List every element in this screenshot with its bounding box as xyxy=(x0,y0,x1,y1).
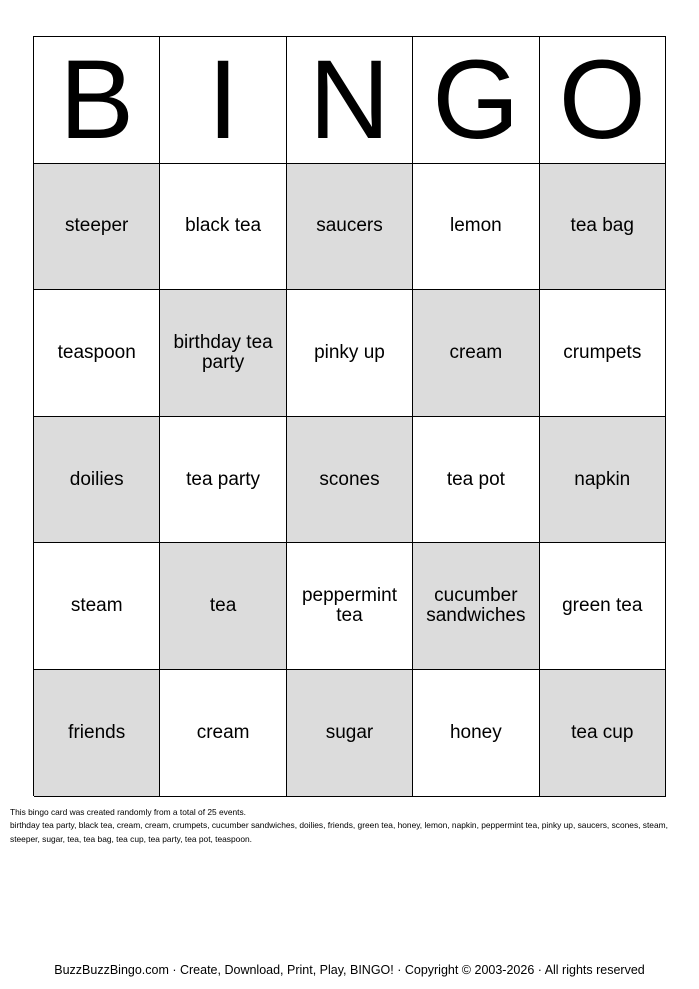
header-letter-o: O xyxy=(540,37,666,164)
bingo-square: birthday tea party xyxy=(160,290,286,417)
bingo-square: peppermint tea xyxy=(287,543,413,670)
bingo-square: tea xyxy=(160,543,286,670)
bingo-square: tea bag xyxy=(540,164,666,291)
bingo-square: tea party xyxy=(160,417,286,544)
card-row-5 xyxy=(34,670,666,797)
notes-summary: This bingo card was created randomly from a total of 25 events. xyxy=(10,807,247,817)
bingo-square: sugar xyxy=(287,670,413,797)
bingo-square: cream xyxy=(413,290,539,417)
bingo-square: scones xyxy=(287,417,413,544)
bingo-square: teaspoon xyxy=(34,290,160,417)
card-row-3 xyxy=(34,417,666,544)
bingo-square: steeper xyxy=(34,164,160,291)
notes-event-list: birthday tea party, black tea, cream, cream, crumpets, cucumber sandwiches, doilies, friends, green tea, honey, lemon, napkin, peppermint tea, pinky up, saucers, scones, steam, steeper, sugar, tea, tea bag, tea cup, tea party, tea pot, teaspoon. xyxy=(10,820,668,844)
bingo-square: doilies xyxy=(34,417,160,544)
header-letter-g: G xyxy=(413,37,539,164)
bingo-square: crumpets xyxy=(540,290,666,417)
header-row xyxy=(34,37,666,164)
bingo-card xyxy=(33,36,666,796)
page-footer: BuzzBuzzBingo.com · Create, Download, Print, Play, BINGO! · Copyright © 2003-2026 · All rights reserved xyxy=(54,963,645,977)
bingo-square: black tea xyxy=(160,164,286,291)
card-row-4 xyxy=(34,543,666,670)
bingo-square: tea cup xyxy=(540,670,666,797)
bingo-square: friends xyxy=(34,670,160,797)
bingo-square: cream xyxy=(160,670,286,797)
card-row-2 xyxy=(34,290,666,417)
bingo-square: green tea xyxy=(540,543,666,670)
header-letter-i: I xyxy=(160,37,286,164)
bingo-square: pinky up xyxy=(287,290,413,417)
bingo-square: honey xyxy=(413,670,539,797)
bingo-square: lemon xyxy=(413,164,539,291)
bingo-square: steam xyxy=(34,543,160,670)
card-notes xyxy=(10,806,695,846)
bingo-square: tea pot xyxy=(413,417,539,544)
header-letter-n: N xyxy=(287,37,413,164)
bingo-square: saucers xyxy=(287,164,413,291)
header-letter-b: B xyxy=(34,37,160,164)
bingo-square: napkin xyxy=(540,417,666,544)
card-row-1 xyxy=(34,164,666,291)
bingo-square: cucumber sandwiches xyxy=(413,543,539,670)
